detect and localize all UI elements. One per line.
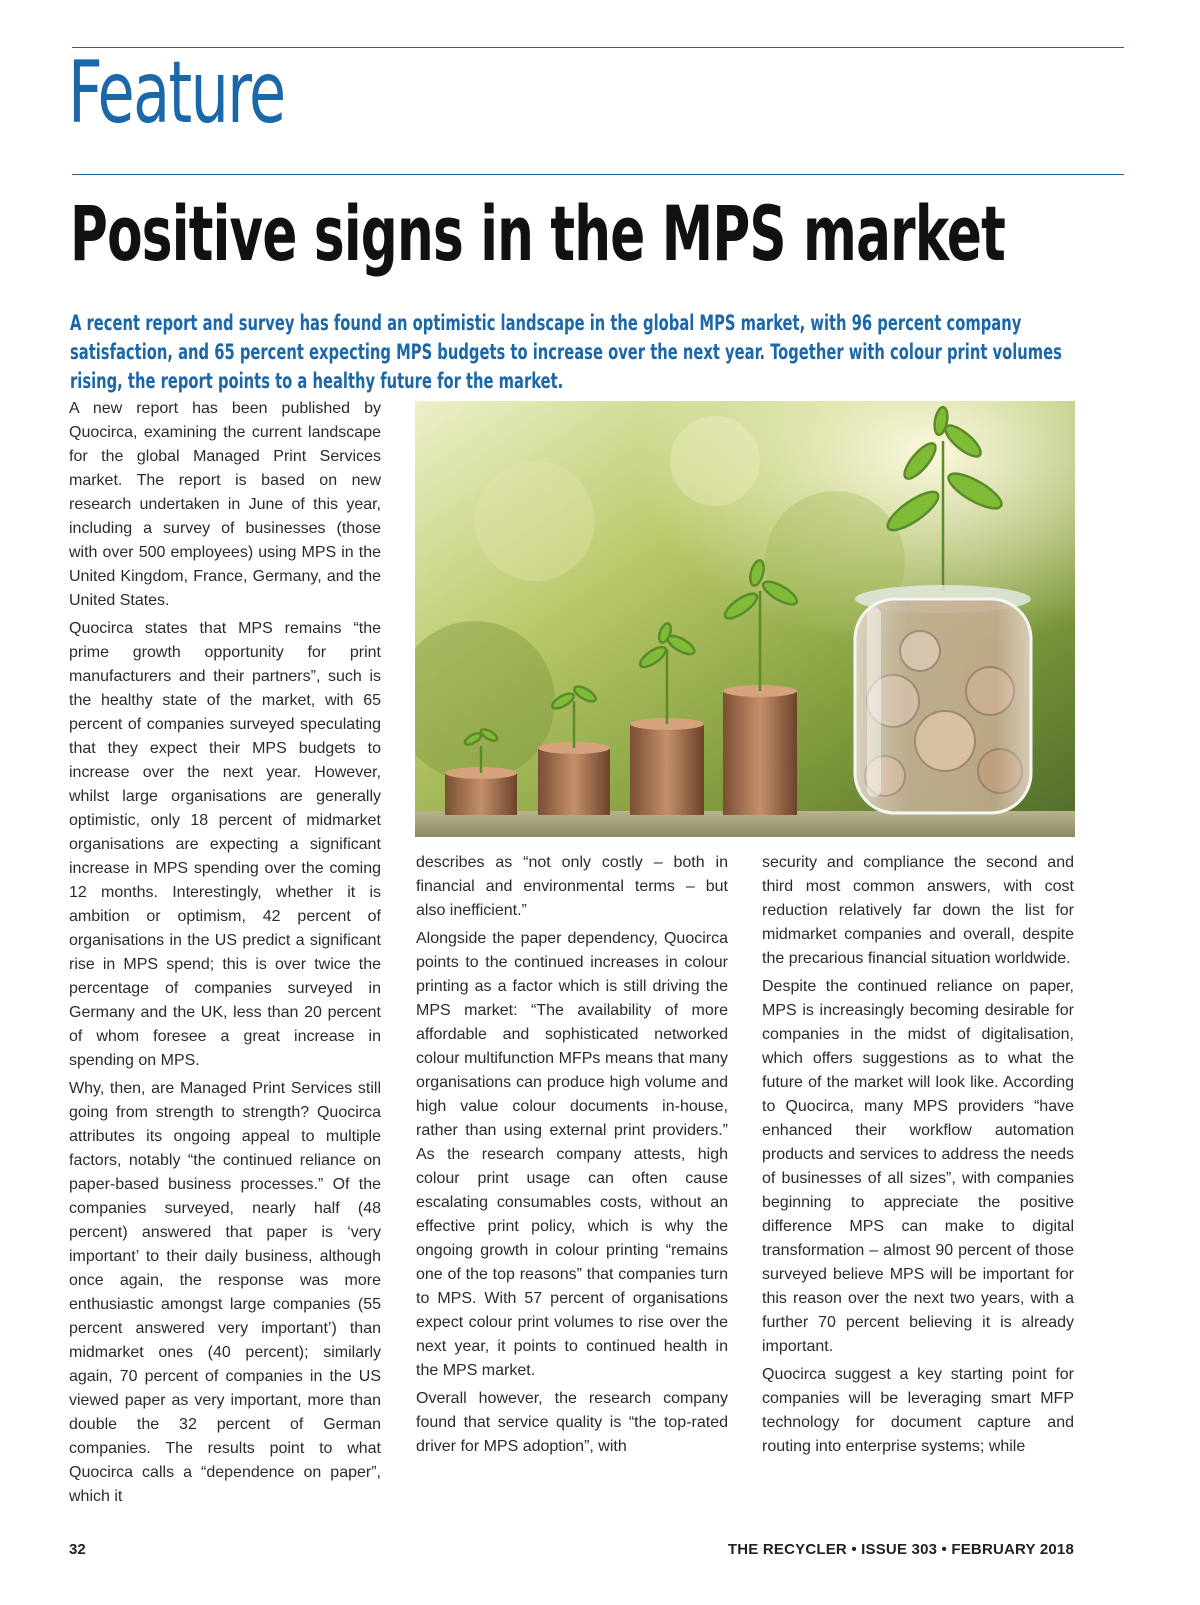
- coin-stack-1: [445, 767, 517, 815]
- paragraph: A new report has been published by Quocirca, examining the current landscape for the global Managed Print Services market. The report is based on new research undertaken in June of this year, including a survey of businesses (those with over 500 employees) using MPS in the United Kingdom, France, Germany, and the United States.: [69, 400, 381, 609]
- paragraph: describes as “not only costly – both in financial and environmental terms – but also inefficient.”: [416, 854, 728, 919]
- coin-stack-2: [538, 742, 610, 815]
- coin-jar: [855, 585, 1031, 813]
- paragraph: Quocirca states that MPS remains “the prime growth opportunity for print manufacturers and their partners”, such is the healthy state of the market, with 65 percent of companies surveyed speculating that they expect their MPS budgets to increase over the next year. However, whilst large organisations are generally optimistic, only 18 percent of midmarket organisations are expecting a significant increase in MPS spending over the coming 12 months. Interestingly, whether it is ambition or optimism, 42 percent of organisations in the US predict a significant rise in MPS spend; this is over twice the percentage of companies surveyed in Germany and the UK, less than 20 percent of whom foresee a great increase in spending on MPS.: [69, 620, 381, 1069]
- article-headline: Positive signs in the MPS market: [70, 189, 1006, 278]
- paragraph: Why, then, are Managed Print Services still going from strength to strength? Quocirca attributes its ongoing appeal to multiple factors, notably “the continued reliance on paper-based business processes.” Of the companies surveyed, nearly half (48 percent) answered that paper is ‘very important’ to their daily business, although once again, the response was more enthusiastic amongst large companies (55 percent answered very important’) than midmarket ones (40 percent); similarly again, 70 percent of companies in the US viewed paper as very important, more than double the 32 percent of German companies. The results point to what Quocirca calls a “dependence on paper”, which it: [69, 1080, 381, 1505]
- page-number: 32: [69, 1541, 86, 1558]
- article-standfirst: A recent report and survey has found an optimistic landscape in the global MPS market, with 96 percent company satisfaction, and 65 percent expecting MPS budgets to increase over the next year. Together with colour print volumes rising, the report points to a healthy future for the market.: [70, 311, 1062, 393]
- paragraph: Quocirca suggest a key starting point for companies will be leveraging smart MFP technology for document capture and routing into enterprise systems; while: [762, 1366, 1074, 1455]
- section-label: Feature: [68, 43, 285, 143]
- header-rule-bottom: [72, 174, 1124, 175]
- paragraph: Overall however, the research company found that service quality is “the top-rated driver for MPS adoption”, with: [416, 1390, 728, 1455]
- paragraph: Despite the continued reliance on paper, MPS is increasingly becoming desirable for companies in the midst of digitalisation, which offers suggestions as to what the future of the market will look like. According to Quocirca, many MPS providers “have enhanced their workflow automation products and services to address the needs of businesses of all sizes”, with companies beginning to appreciate the positive difference MPS can make to digital transformation – almost 90 percent of those surveyed believe MPS will be important for this reason over the next two years, with a further 70 percent believing it is already important.: [762, 978, 1074, 1355]
- article-column-3: [762, 851, 1074, 1513]
- coins-plants-photo: [415, 401, 1075, 837]
- article-column-2: [416, 851, 728, 1513]
- article-column-1: [69, 397, 381, 1513]
- paragraph: Alongside the paper dependency, Quocirca points to the continued increases in colour printing as a factor which is still driving the MPS market: “The availability of more affordable and sophisticated networked colour multifunction MFPs means that many organisations can produce high volume and high value colour documents in-house, rather than using external print providers.” As the research company attests, high colour print usage can often cause escalating consumables costs, without an effective print policy, which is why the ongoing growth in colour printing “remains one of the top reasons” that companies turn to MPS. With 57 percent of organisations expect colour print volumes to rise over the next year, it points to continued health in the MPS market.: [416, 930, 728, 1379]
- coin-stack-3: [630, 718, 704, 815]
- paragraph: security and compliance the second and third most common answers, with cost reduction relatively far down the list for midmarket companies and overall, despite the precarious financial situation worldwide.: [762, 854, 1074, 967]
- article-photo: [415, 401, 1075, 837]
- coin-stack-4: [723, 685, 797, 815]
- footer-credit: THE RECYCLER • ISSUE 303 • FEBRUARY 2018: [727, 1541, 1074, 1558]
